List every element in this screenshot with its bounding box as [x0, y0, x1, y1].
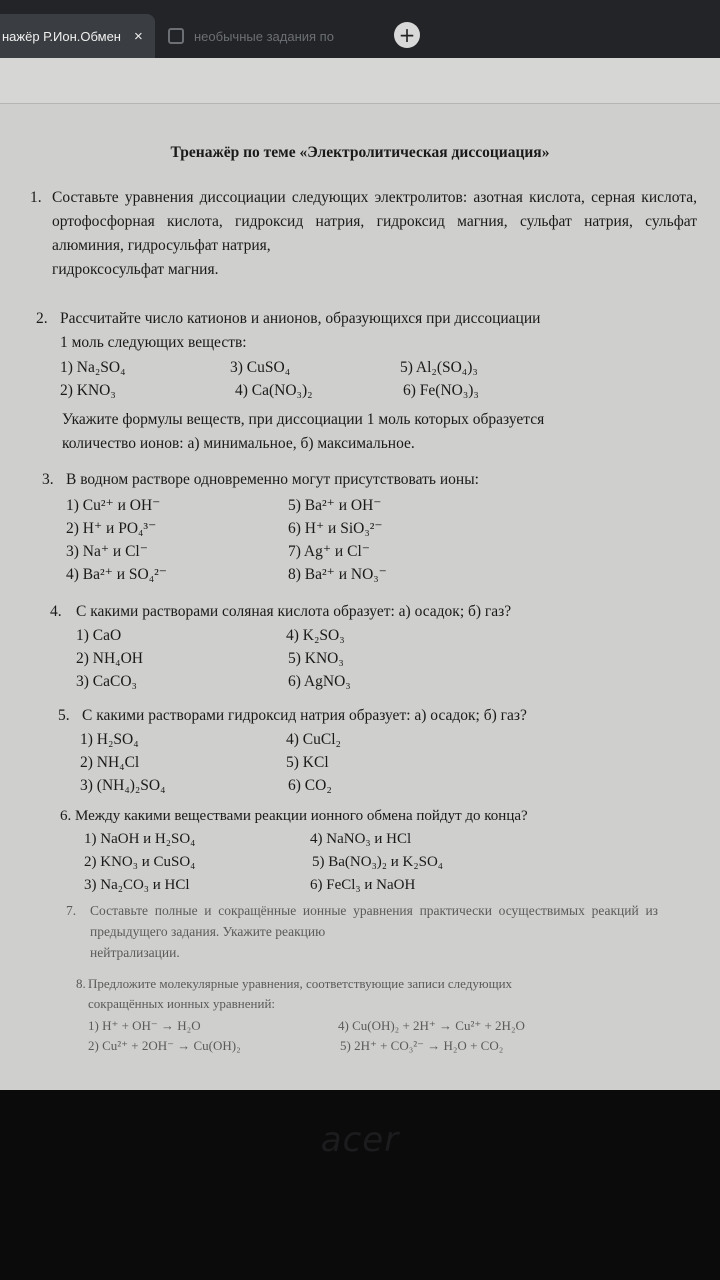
tab-inactive[interactable]: [160, 14, 380, 58]
list-item: 3) Na⁺ и Cl⁻: [66, 543, 148, 560]
q1-body: Составьте уравнения диссоциации следующих электролитов: азотная кислота, серная кислота, ортофосфорная кислота, гидроксид натрия, гидроксид магния, сульфат натрия, сульфат алюминия, гидросульфат натрия,: [52, 189, 697, 254]
tab-active-label: нажёр Р.Ион.Обмен: [2, 28, 121, 44]
q2-items: [60, 356, 700, 404]
tab-inactive-label: необычные задания по: [194, 28, 334, 44]
list-item: 5) Ba²⁺ и OH⁻: [288, 497, 382, 514]
document-page: [0, 104, 720, 1090]
close-icon[interactable]: ×: [134, 27, 143, 45]
list-item: 5) Al₂(SO₄)₃: [400, 359, 478, 376]
page-title: Тренажёр по теме «Электролитическая диссоциация»: [170, 144, 550, 161]
q4-items: [76, 624, 576, 694]
q2-number: 2.: [36, 310, 48, 327]
q6-body: Между какими веществами реакции ионного обмена пойдут до конца?: [75, 808, 528, 824]
q7-number: 7.: [66, 903, 77, 918]
q8-text: Предложите молекулярные уравнения, соответствующие записи следующих: [88, 976, 513, 991]
monitor-bezel: [0, 1090, 720, 1280]
list-item: 6) FeCl₃ и NaOH: [310, 877, 416, 893]
q2-text: Рассчитайте число катионов и анионов, образующихся при диссоциации: [60, 310, 541, 327]
q2-note2: количество ионов: а) минимальное, б) максимальное.: [62, 435, 415, 452]
list-item: 2) KNO₃ и CuSO₄: [84, 854, 196, 870]
list-item: 5) 2H⁺ + CO₃²⁻ → H₂O + CO₂: [340, 1038, 504, 1053]
list-item: 3) CaCO₃: [76, 673, 137, 690]
q5-items: [80, 728, 580, 798]
document-icon: [168, 28, 184, 44]
list-item: 3) CuSO₄: [230, 359, 291, 376]
list-item: 1) H₂SO₄: [80, 731, 139, 748]
list-item: 1) H⁺ + OH⁻ → H₂O: [88, 1018, 201, 1033]
brand-logo: acer: [320, 1120, 400, 1160]
list-item: 4) CuCl₂: [286, 731, 341, 748]
list-item: 2) KNO₃: [60, 382, 116, 399]
list-item: 6) AgNO₃: [288, 673, 351, 690]
list-item: 2) H⁺ и PO₄³⁻: [66, 520, 157, 537]
list-item: 4) K₂SO₃: [286, 627, 345, 644]
q8-number: 8.: [76, 976, 86, 991]
list-item: 4) NaNO₃ и HCl: [310, 831, 412, 847]
list-item: 5) KNO₃: [288, 650, 344, 667]
q6-items: [84, 828, 584, 898]
new-tab-button[interactable]: +: [394, 22, 420, 48]
list-item: 6) Fe(NO₃)₃: [403, 382, 479, 399]
q6-text: [60, 804, 528, 828]
list-item: 2) NH₄OH: [76, 650, 143, 667]
q2-note: Укажите формулы веществ, при диссоциации 1 моль которых образуется: [62, 411, 545, 428]
q3-number: 3.: [42, 471, 54, 488]
list-item: 7) Ag⁺ и Cl⁻: [288, 543, 370, 560]
list-item: 2) NH₄Cl: [80, 754, 140, 771]
q4-number: 4.: [50, 603, 62, 620]
q7-text: [90, 900, 658, 963]
list-item: 3) (NH₄)₂SO₄: [80, 777, 166, 794]
q1-text: [52, 186, 697, 282]
tab-active[interactable]: [0, 14, 155, 58]
q8-text2: сокращённых ионных уравнений:: [88, 996, 276, 1011]
q3-text: В водном растворе одновременно могут присутствовать ионы:: [66, 471, 479, 488]
list-item: 3) Na₂CO₃ и HCl: [84, 877, 190, 893]
list-item: 4) Ca(NO₃)₂: [235, 382, 313, 399]
list-item: 1) Cu²⁺ и OH⁻: [66, 497, 161, 514]
q1-number: 1.: [30, 189, 42, 206]
q7-last-line: нейтрализации.: [90, 945, 180, 960]
list-item: 1) NaOH и H₂SO₄: [84, 831, 196, 847]
list-item: 6) H⁺ и SiO₃²⁻: [288, 520, 383, 537]
list-item: 5) KCl: [286, 754, 329, 771]
list-item: 1) CaO: [76, 627, 122, 644]
q6-number: 6.: [60, 808, 72, 824]
q7-body: Составьте полные и сокращённые ионные уравнения практически осуществимых реакций из предыдущего задания. Укажите реакцию: [90, 903, 658, 939]
list-item: 4) Cu(OH)₂ + 2H⁺ → Cu²⁺ + 2H₂O: [338, 1018, 525, 1033]
list-item: 8) Ba²⁺ и NO₃⁻: [288, 566, 387, 583]
q3-items: [66, 494, 666, 589]
q8-items: [88, 1016, 648, 1060]
q5-number: 5.: [58, 707, 70, 724]
browser-tab-bar: [0, 0, 720, 58]
browser-toolbar: [0, 58, 720, 104]
q5-text: С какими растворами гидроксид натрия образует: а) осадок; б) газ?: [82, 707, 527, 724]
list-item: 5) Ba(NO₃)₂ и K₂SO₄: [312, 854, 444, 870]
q4-text: С какими растворами соляная кислота образует: а) осадок; б) газ?: [76, 603, 512, 620]
list-item: 4) Ba²⁺ и SO₄²⁻: [66, 566, 167, 583]
q1-last-line: гидроксосульфат магния.: [52, 261, 219, 278]
list-item: 2) Cu²⁺ + 2OH⁻ → Cu(OH)₂: [88, 1038, 241, 1053]
list-item: 6) CO₂: [288, 777, 332, 794]
list-item: 1) Na₂SO₄: [60, 359, 126, 376]
q2-text2: 1 моль следующих веществ:: [60, 334, 247, 351]
